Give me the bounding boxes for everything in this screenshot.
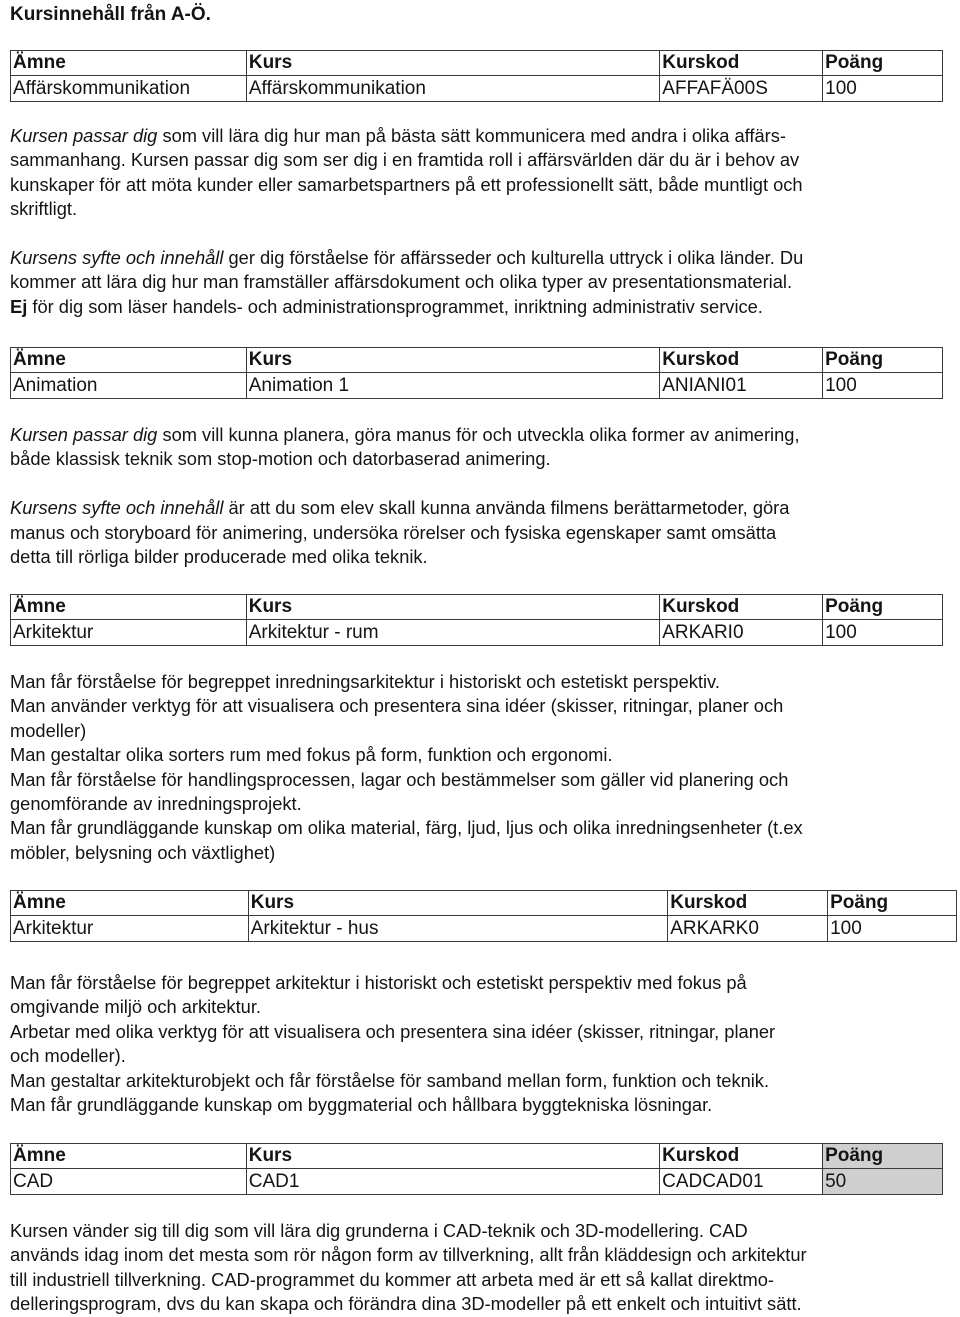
text-line: som vill kunna planera, göra manus för och utveckla olika former av animering,	[157, 424, 800, 445]
cell-kurs: Animation 1	[246, 373, 659, 399]
text-line: ger dig förståelse för affärsseder och kulturella uttryck i olika länder. Du	[223, 247, 804, 269]
text-line: Arbetar med olika verktyg för att visualisera och presentera sina idéer (skisser, ritningar, planer	[10, 1020, 776, 1042]
cell-kurskod: ANIANI01	[660, 373, 823, 399]
text-line: Kursen vänder sig till dig som vill lära dig grunderna i CAD-teknik och 3D-modellering. CAD	[10, 1220, 748, 1241]
cell-amne: Animation	[11, 373, 247, 399]
header-poang: Poäng	[823, 595, 943, 620]
text-line: Man gestaltar arkitekturobjekt och får förståelse för samband mellan form, funktion och teknik.	[10, 1069, 770, 1091]
header-kurs: Kurs	[246, 595, 660, 620]
text-line: som vill lära dig hur man på bästa sätt kommunicera med andra i olika affärs-	[157, 125, 786, 146]
text-line: Man får förståelse för begreppet arkitektur i historiskt och estetiskt perspektiv med fokus på	[10, 972, 747, 993]
course-description-arkitektur-rum	[10, 670, 945, 865]
text-line: för dig som läser handels- och administrationsprogrammet, inriktning administrativ service.	[27, 295, 763, 317]
header-amne: Ämne	[11, 595, 247, 620]
course-table-arkitektur-rum	[10, 594, 943, 646]
text-line: Man får förståelse för begreppet inredningsarkitektur i historiskt och estetiskt perspektiv.	[10, 671, 720, 692]
lead-phrase: Kursen passar dig	[10, 424, 158, 445]
header-poang: Poäng	[823, 1144, 943, 1169]
table-row	[11, 373, 943, 399]
text-line: omgivande miljö och arkitektur.	[10, 996, 261, 1018]
header-kurs: Kurs	[246, 51, 659, 76]
cell-poang: 100	[823, 76, 943, 102]
text-line: kommer att lära dig hur man framställer affärsdokument och olika typer av presentationsmaterial.	[10, 271, 793, 293]
description-paragraph	[10, 124, 945, 222]
text-line: sammanhang. Kursen passar dig som ser dig i en framtida roll i affärsvärlden där du är i behov av	[10, 149, 800, 171]
course-table-affarskommunikation	[10, 50, 943, 102]
table-header-row	[11, 348, 943, 373]
table-row	[11, 1169, 943, 1195]
cell-kurskod: ARKARI0	[660, 620, 823, 646]
table-header-row	[11, 891, 957, 916]
cell-poang: 100	[823, 373, 943, 399]
text-line: detta till rörliga bilder producerade med olika teknik.	[10, 546, 428, 568]
text-line: är att du som elev skall kunna använda filmens berättarmetoder, göra	[223, 497, 790, 519]
description-paragraph	[10, 496, 945, 569]
description-paragraph	[10, 246, 945, 319]
cell-kurs: CAD1	[246, 1169, 659, 1195]
cell-poang: 100	[828, 916, 957, 942]
text-line: Man får grundläggande kunskap om byggmaterial och hållbara byggtekniska lösningar.	[10, 1094, 713, 1116]
text-line: modeller)	[10, 719, 87, 741]
cell-amne: Arkitektur	[11, 916, 249, 942]
cell-poang: 100	[823, 620, 943, 646]
text-line: möbler, belysning och växtlighet)	[10, 841, 276, 863]
course-description-affarskommunikation	[10, 124, 945, 319]
header-kurskod: Kurskod	[660, 51, 823, 76]
text-line: kunskaper för att möta kunder eller samarbetspartners på ett professionellt sätt, både muntligt och	[10, 173, 803, 195]
header-kurskod: Kurskod	[660, 348, 823, 373]
table-row	[11, 916, 957, 942]
header-amne: Ämne	[11, 51, 247, 76]
page-title: Kursinnehåll från A-Ö.	[10, 4, 211, 25]
cell-kurskod: AFFAFÄ00S	[660, 76, 823, 102]
lead-phrase: Kursens syfte och innehåll	[10, 247, 224, 269]
table-row	[11, 76, 943, 102]
text-line: och modeller).	[10, 1045, 126, 1067]
text-line: Man får förståelse för handlingsprocessen, lagar och bestämmelser som gäller vid planering och	[10, 768, 789, 790]
description-paragraph	[10, 971, 945, 1117]
table-header-row	[11, 1144, 943, 1169]
text-line: Man gestaltar olika sorters rum med fokus på form, funktion och ergonomi.	[10, 744, 613, 766]
cell-kurs: Arkitektur - hus	[248, 916, 668, 942]
cell-kurskod: CADCAD01	[660, 1169, 823, 1195]
text-line: delleringsprogram, dvs du kan skapa och förändra dina 3D-modeller på ett enkelt och intuitivt sätt.	[10, 1293, 802, 1315]
text-line: skriftligt.	[10, 198, 78, 220]
lead-phrase: Kursen passar dig	[10, 125, 158, 146]
table-header-row	[11, 51, 943, 76]
text-line: Man använder verktyg för att visualisera och presentera sina idéer (skisser, ritningar, planer och	[10, 695, 784, 717]
text-line: används idag inom det mesta som rör någon form av tillverkning, allt från kläddesign och arkitektur	[10, 1244, 807, 1266]
description-paragraph	[10, 423, 945, 472]
header-kurskod: Kurskod	[660, 1144, 823, 1169]
lead-phrase: Kursens syfte och innehåll	[10, 497, 224, 519]
ej-label: Ej	[10, 295, 28, 317]
header-kurs: Kurs	[246, 348, 659, 373]
cell-kurskod: ARKARK0	[668, 916, 828, 942]
course-table-animation	[10, 347, 943, 399]
header-amne: Ämne	[11, 891, 249, 916]
table-header-row	[11, 595, 943, 620]
course-description-cad	[10, 1219, 945, 1317]
cell-kurs: Arkitektur - rum	[246, 620, 660, 646]
header-kurs: Kurs	[246, 1144, 659, 1169]
header-poang: Poäng	[823, 51, 943, 76]
course-description-animation	[10, 423, 945, 569]
header-amne: Ämne	[11, 1144, 247, 1169]
course-description-arkitektur-hus	[10, 971, 945, 1117]
text-line: genomförande av inredningsprojekt.	[10, 793, 302, 815]
cell-amne: CAD	[11, 1169, 247, 1195]
header-amne: Ämne	[11, 348, 247, 373]
description-paragraph	[10, 670, 945, 865]
text-line: både klassisk teknik som stop-motion och datorbaserad animering.	[10, 448, 551, 470]
header-poang: Poäng	[823, 348, 943, 373]
header-kurskod: Kurskod	[668, 891, 828, 916]
text-line: till industriell tillverkning. CAD-programmet du kommer att arbeta med är ett så kallat direktmo-	[10, 1268, 775, 1290]
cell-kurs: Affärskommunikation	[246, 76, 659, 102]
course-table-arkitektur-hus	[10, 890, 957, 942]
header-kurskod: Kurskod	[660, 595, 823, 620]
description-paragraph	[10, 1219, 945, 1317]
cell-amne: Affärskommunikation	[11, 76, 247, 102]
course-table-cad	[10, 1143, 943, 1195]
cell-amne: Arkitektur	[11, 620, 247, 646]
text-line: Man får grundläggande kunskap om olika material, färg, ljud, ljus och olika inredningsenheter (t.ex	[10, 817, 803, 839]
text-line: manus och storyboard för animering, undersöka rörelser och fysiska egenskaper samt omsätta	[10, 521, 777, 543]
header-poang: Poäng	[828, 891, 957, 916]
table-row	[11, 620, 943, 646]
header-kurs: Kurs	[248, 891, 668, 916]
cell-poang: 50	[823, 1169, 943, 1195]
